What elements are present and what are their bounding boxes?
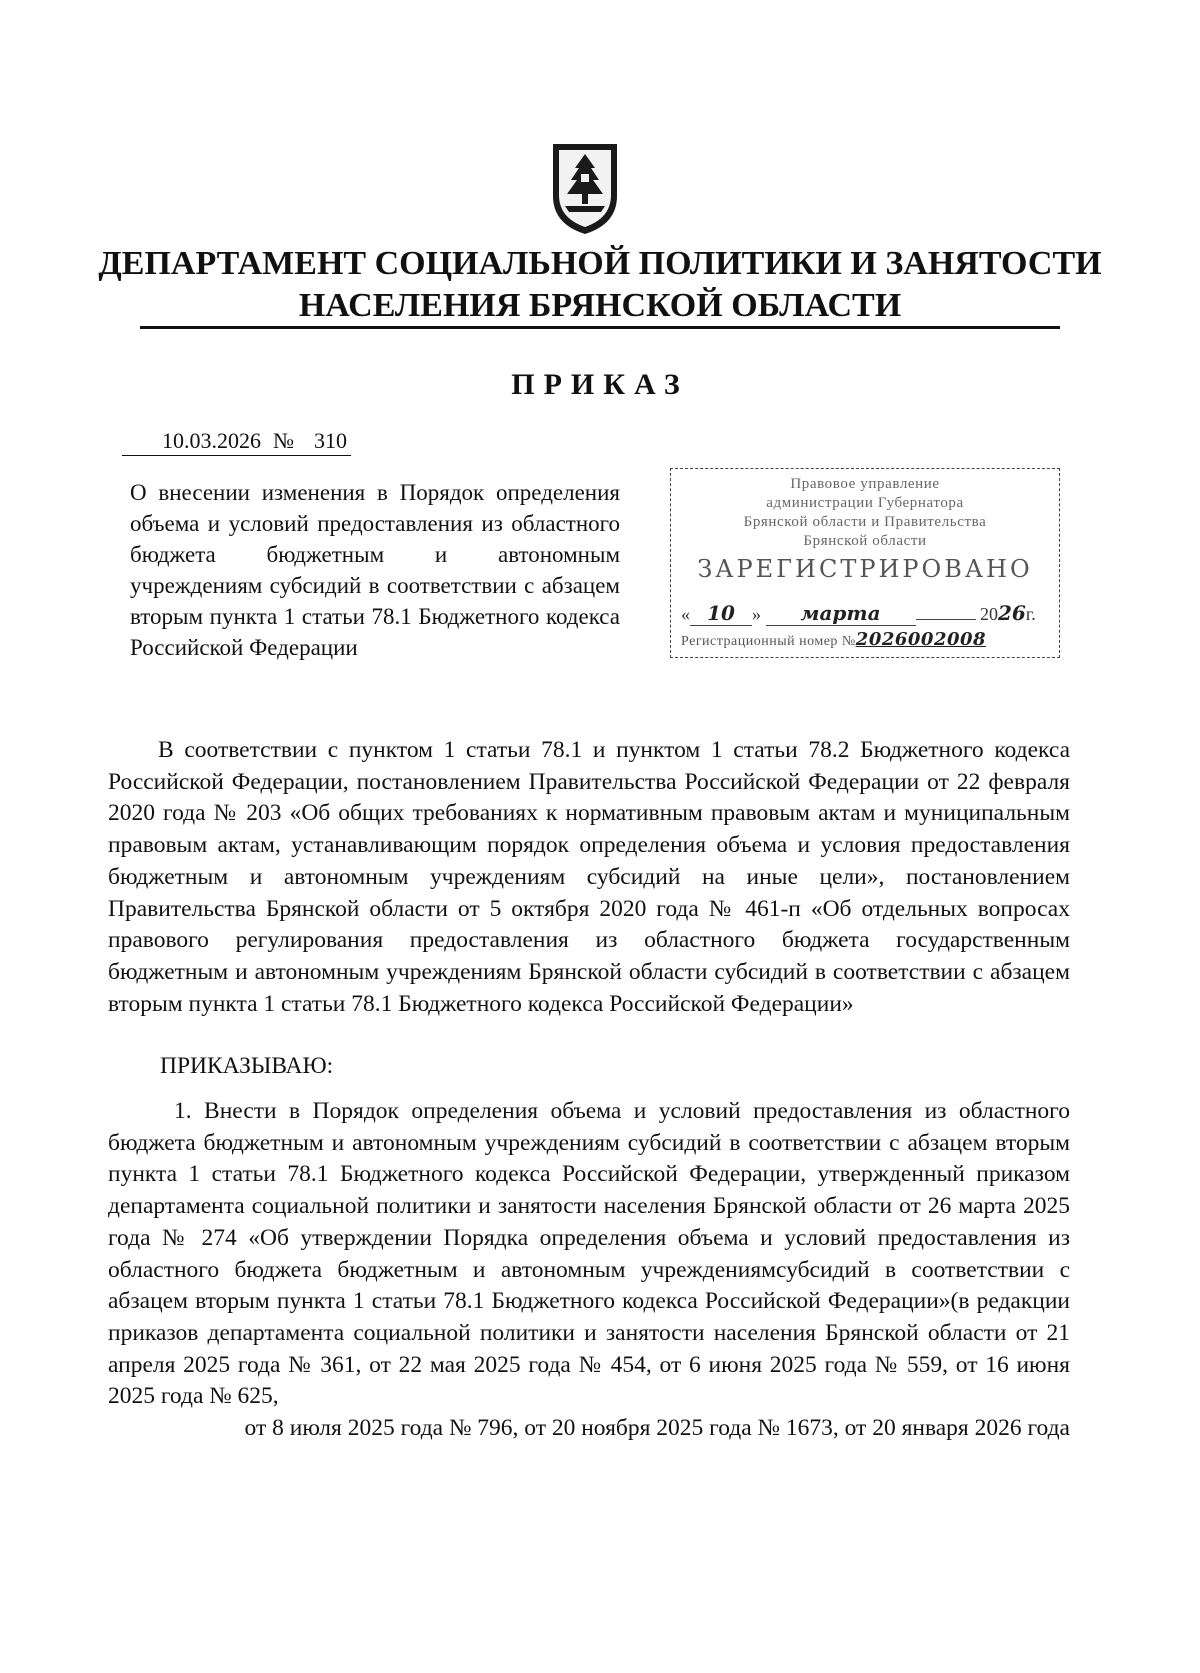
department-name-line1: ДЕПАРТАМЕНТ СОЦИАЛЬНОЙ ПОЛИТИКИ И ЗАНЯТОСТИ xyxy=(98,245,1102,282)
order-command: ПРИКАЗЫВАЮ: xyxy=(160,1053,334,1079)
stamp-date-row: « 10 » марта 2026г. xyxy=(681,601,1036,625)
stamp-year-suffix: 26 xyxy=(998,601,1026,625)
header-divider xyxy=(140,326,1060,329)
coat-of-arms-icon xyxy=(545,138,625,238)
order-subject xyxy=(130,477,620,663)
clause-1-paragraph xyxy=(108,1096,1070,1445)
stamp-status: ЗАРЕГИСТРИРОВАНО xyxy=(697,555,1033,583)
department-name xyxy=(0,243,1200,327)
stamp-year-prefix: 20 xyxy=(980,604,998,624)
order-title: ПРИКАЗ xyxy=(511,368,689,401)
order-number: 310 xyxy=(308,428,351,456)
order-date-number xyxy=(122,428,351,456)
order-number-label: № xyxy=(273,428,308,456)
clause-1-text: 1. Внести в Порядок определения объема и условий предоставления из областного бюджета бюджетным и автономным учреждениям субсидий в соответствии с абзацем вторым пункта 1 статьи 78.1 Бюджетного кодекса Российской Федерации, утвержденный приказом департамента социальной политики и занятости населения Брянской области от 26 марта 2025 года № 274 «Об утверждении Порядка определения объема и условий предоставления из областного бюджета бюджетным и автономным учреждениямсубсидий в соответствии с абзацем вторым пункта 1 статьи 78.1 Бюджетного кодекса Российской Федерации»(в редакции приказов департамента социальной политики и занятости населения Брянской области от 21 апреля 2025 года № 361, от 22 мая 2025 года № 454, от 6 июня 2025 года № 559, от 16 июня 2025 года № 625, xyxy=(108,1098,1070,1410)
stamp-line-3: Брянской области и Правительства xyxy=(743,514,987,530)
stamp-registration-number-row xyxy=(681,629,1049,650)
order-subject-last-line: Российской Федерации xyxy=(130,635,358,660)
stamp-reg-label: Регистрационный номер № xyxy=(681,634,856,649)
order-subject-text: О внесении изменения в Порядок определения объема и условий предоставления из областного бюджета бюджетным и автономным учреждениям субсидий в соответствии с абзацем вторым пункта 1 статьи 78.1 Бюджетного кодекса xyxy=(130,480,620,629)
stamp-line-1: Правовое управление xyxy=(790,476,940,492)
stamp-month: марта xyxy=(800,601,881,625)
preamble-paragraph: В соответствии с пунктом 1 статьи 78.1 и пунктом 1 статьи 78.2 Бюджетного кодекса Российской Федерации, постановлением Правительства Российской Федерации от 22 февраля 2020 года № 203 «Об общих требованиях к нормативным правовым актам и муниципальным правовым актам, устанавливающим порядок определения объема и условия предоставления бюджетным и автономным учреждениям субсидий на иные цели», постановлением Правительства Брянской области от 5 октября 2020 года № 461-п «Об отдельных вопросах правового регулирования предоставления из областного бюджета государственным бюджетным и автономным учреждениям Брянской области субсидий в соответствии с абзацем вторым пункта 1 статьи 78.1 Бюджетного кодекса Российской Федерации» xyxy=(108,737,1070,1017)
stamp-reg-number: 2026002008 xyxy=(855,629,987,650)
stamp-line-4: Брянской области xyxy=(803,533,927,549)
department-name-line2: НАСЕЛЕНИЯ БРЯНСКОЙ ОБЛАСТИ xyxy=(298,287,902,324)
clause-1-tail: от 8 июля 2025 года № 796, от 20 ноября 2025 года № 1673, от 20 января 2026 года xyxy=(244,1415,1070,1442)
registration-stamp xyxy=(670,468,1060,658)
stamp-line-2: администрации Губернатора xyxy=(766,495,964,511)
order-date: 10.03.2026 xyxy=(122,428,273,456)
stamp-year-unit: г. xyxy=(1025,604,1036,624)
stamp-day: 10 xyxy=(707,601,735,625)
